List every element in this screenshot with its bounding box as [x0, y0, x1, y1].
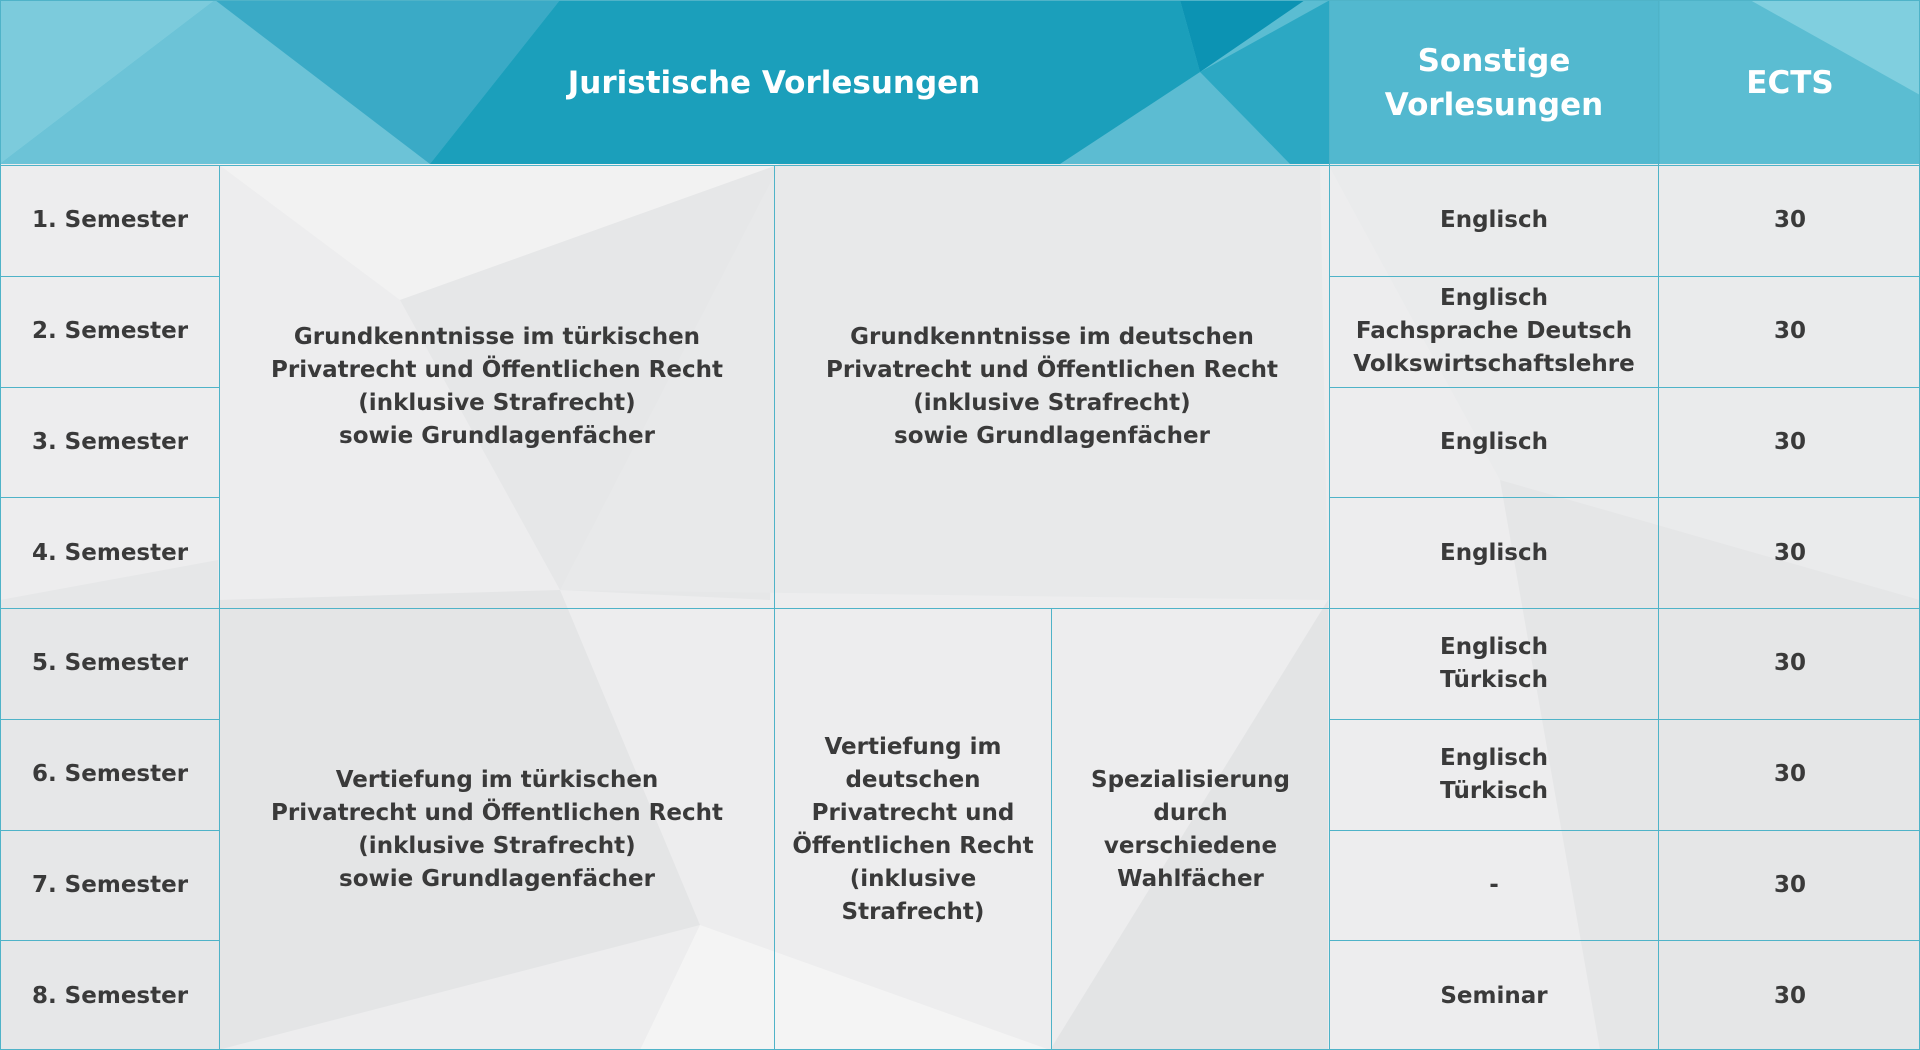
sonstige-semester-8: Seminar — [1329, 940, 1658, 1050]
header-ects: ECTS — [1658, 1, 1920, 165]
sonstige-semester-5: Englisch Türkisch — [1329, 608, 1658, 719]
block-spezialisierung: Spezialisierung durch verschiedene Wahlfächer — [1051, 608, 1329, 1050]
semester-label-1: 1. Semester — [1, 165, 219, 276]
header-sonstige-vorlesungen: Sonstige Vorlesungen — [1329, 1, 1658, 165]
ects-semester-1: 30 — [1658, 165, 1920, 276]
sonstige-semester-7: - — [1329, 830, 1658, 941]
sonstige-semester-6: Englisch Türkisch — [1329, 719, 1658, 830]
ects-semester-6: 30 — [1658, 719, 1920, 830]
ects-semester-7: 30 — [1658, 830, 1920, 941]
sonstige-semester-4: Englisch — [1329, 497, 1658, 608]
ects-semester-3: 30 — [1658, 387, 1920, 498]
sonstige-semester-2: Englisch Fachsprache Deutsch Volkswirtschaftslehre — [1329, 276, 1658, 387]
sonstige-semester-3: Englisch — [1329, 387, 1658, 498]
header-juristische-vorlesungen: Juristische Vorlesungen — [567, 65, 981, 101]
ects-semester-8: 30 — [1658, 940, 1920, 1050]
block-tuerkisch-vertiefung: Vertiefung im türkischen Privatrecht und Öffentlichen Recht (inklusive Strafrecht) sowie Grundlagenfächer — [219, 608, 774, 1050]
ects-semester-4: 30 — [1658, 497, 1920, 608]
semester-label-5: 5. Semester — [1, 608, 219, 719]
block-deutsch-grundkenntnisse: Grundkenntnisse im deutschen Privatrecht und Öffentlichen Recht (inklusive Strafrecht) sowie Grundlagenfächer — [774, 165, 1329, 608]
ects-semester-2: 30 — [1658, 276, 1920, 387]
header-empty-corner — [1, 1, 219, 165]
block-deutsch-vertiefung: Vertiefung im deutschen Privatrecht und Öffentlichen Recht (inklusive Strafrecht) — [774, 608, 1051, 1050]
semester-label-7: 7. Semester — [1, 830, 219, 941]
semester-label-4: 4. Semester — [1, 497, 219, 608]
semester-label-6: 6. Semester — [1, 719, 219, 830]
semester-label-8: 8. Semester — [1, 940, 219, 1050]
semester-label-3: 3. Semester — [1, 387, 219, 498]
ects-semester-5: 30 — [1658, 608, 1920, 719]
sonstige-semester-1: Englisch — [1329, 165, 1658, 276]
semester-label-2: 2. Semester — [1, 276, 219, 387]
block-tuerkisch-grundkenntnisse: Grundkenntnisse im türkischen Privatrecht und Öffentlichen Recht (inklusive Strafrecht) sowie Grundlagenfächer — [219, 165, 774, 608]
